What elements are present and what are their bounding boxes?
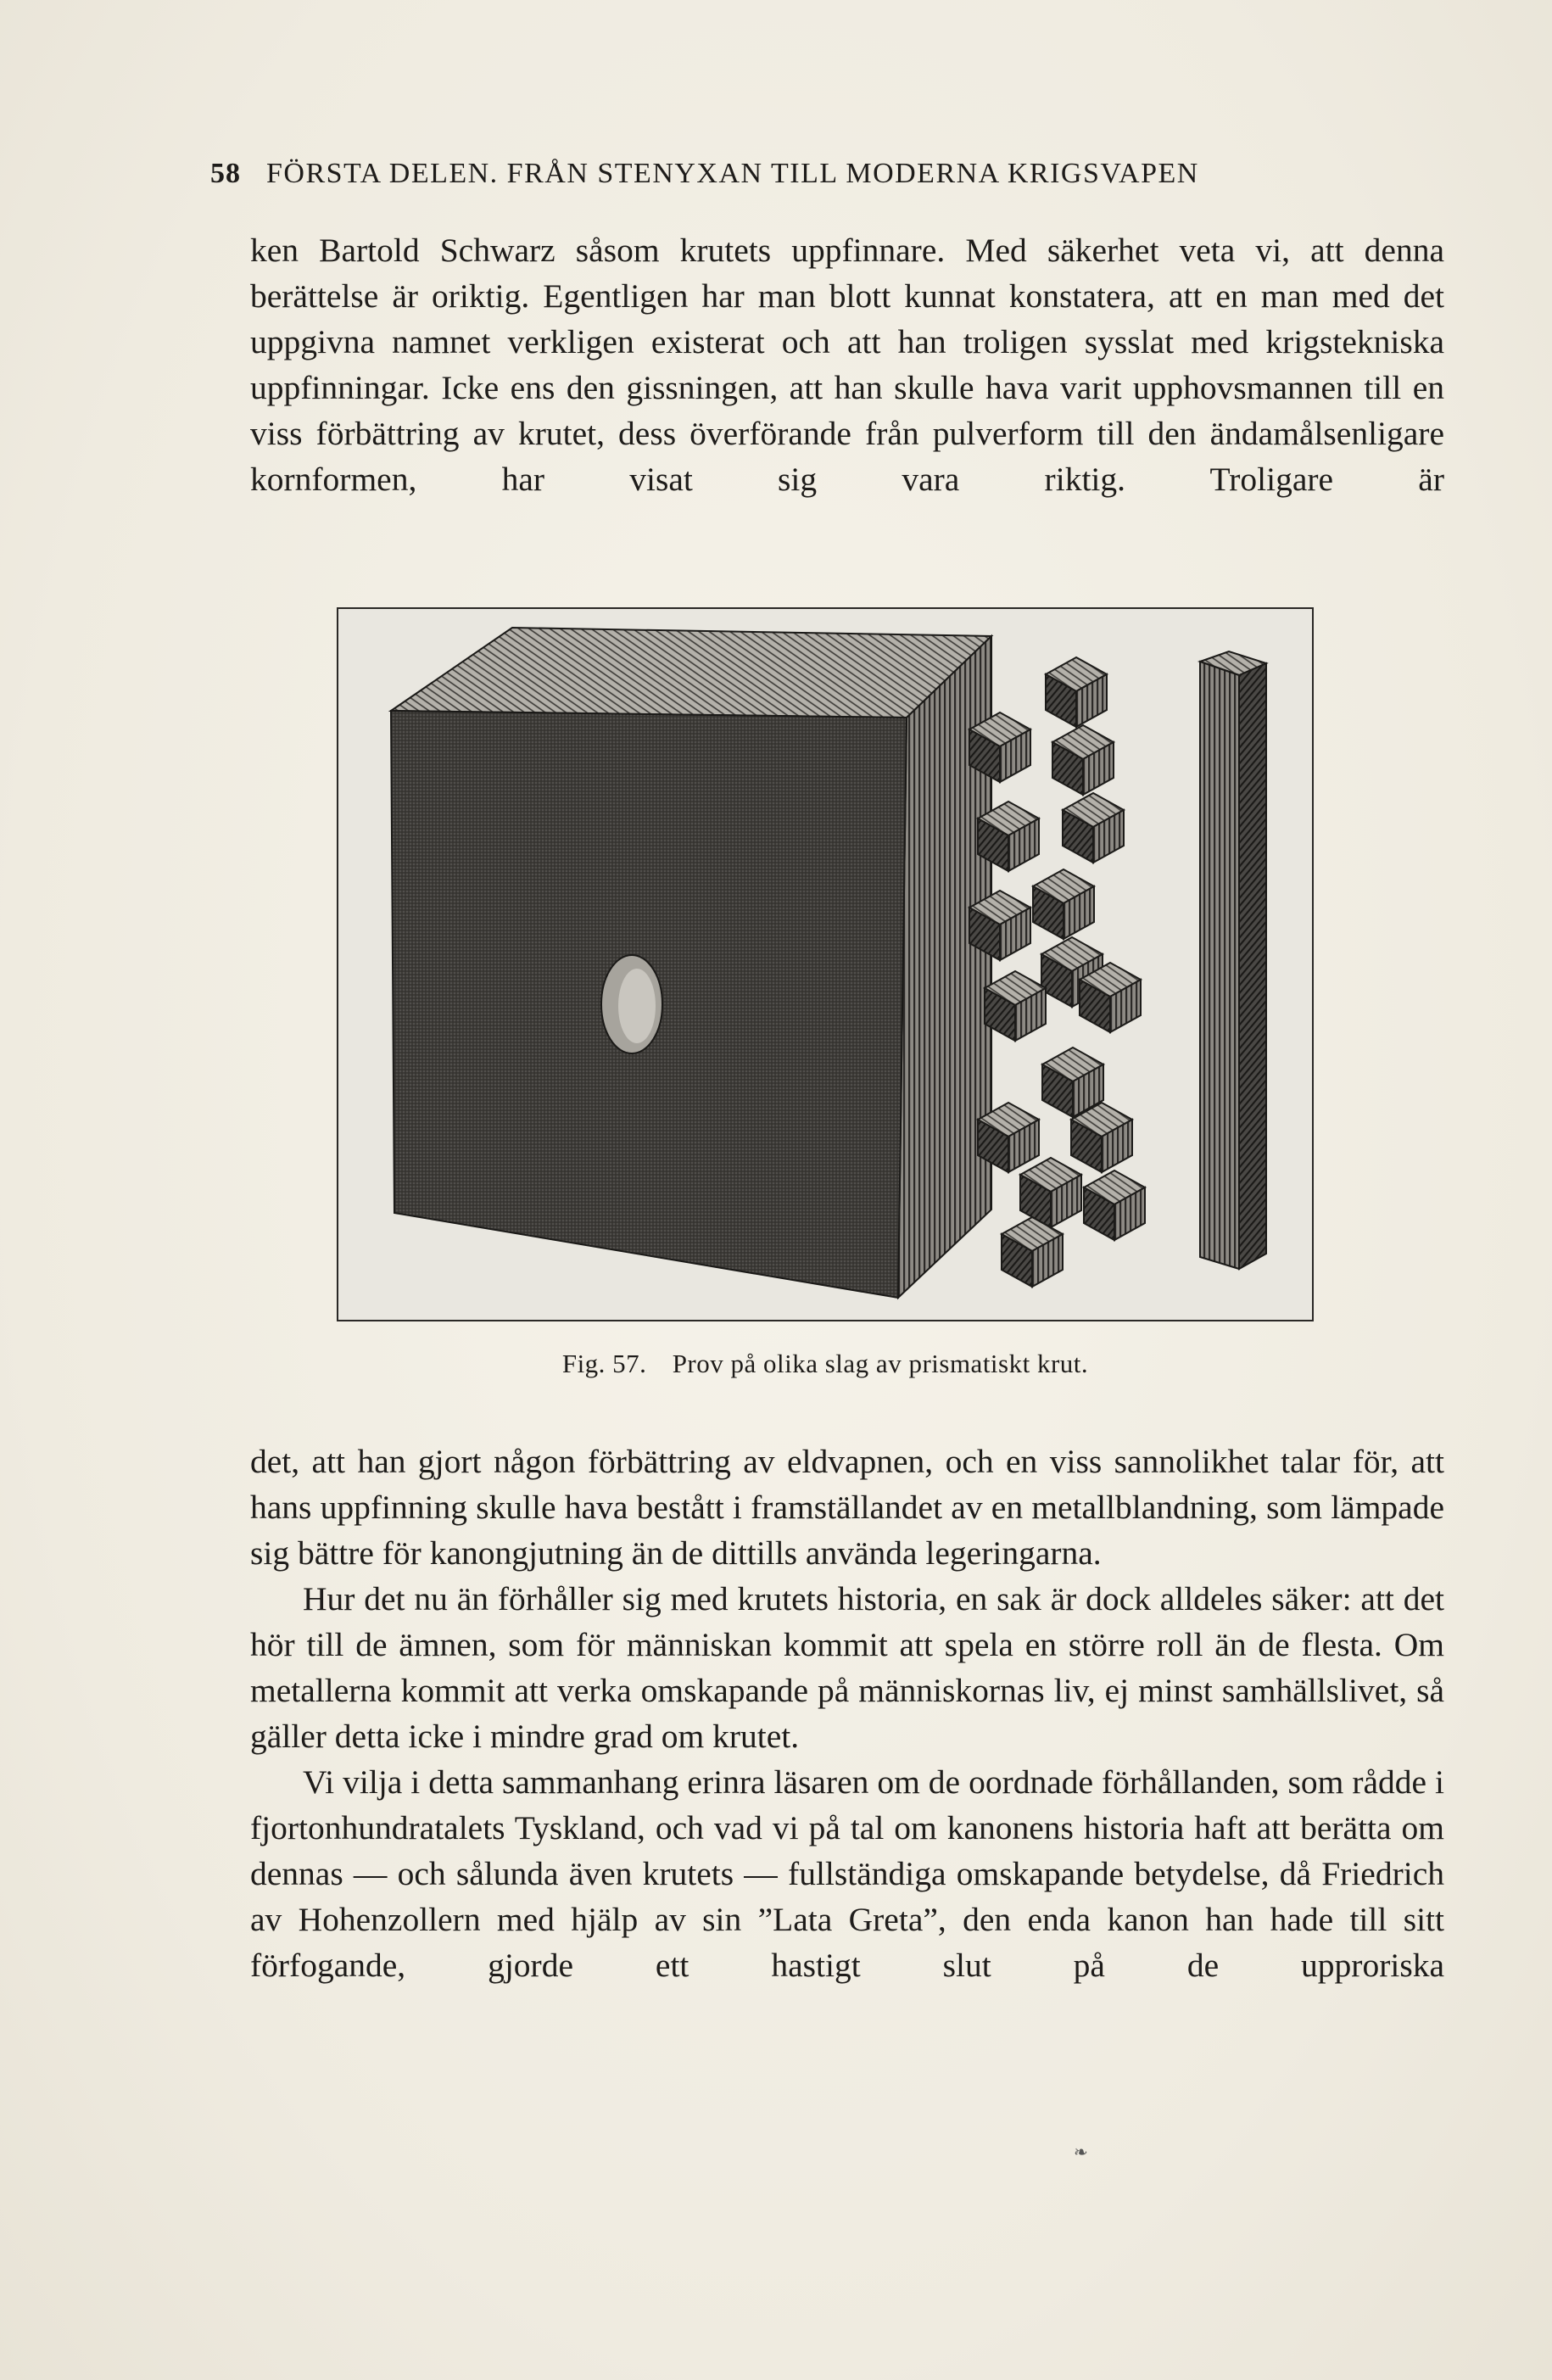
page-number: 58 [210, 158, 241, 189]
body-text-bottom [250, 1439, 1444, 1988]
running-header [210, 158, 1449, 190]
paragraph: det, att han gjort någon förbättring av eldvapnen, och en viss sannolikhet talar för, att hans uppfinning skulle hava bestått i framställandet av en metallblandning, som lämpade sig bättre för kanongjutning än de dittills använda legeringarna. [250, 1443, 1444, 1572]
paragraph: ken Bartold Schwarz såsom krutets uppfinnare. Med säkerhet veta vi, att denna berättelse är oriktig. Egentligen har man blott kunnat konstatera, att en man med det uppgivna namnet verkligen existerat och att han troligen sysslat med krigstekniska uppfinningar. Icke ens den gissningen, att han skulle hava varit upphovsmannen till en viss förbättring av krutet, dess överförande från pulverform till den ändamålsenligare kornformen, har visat sig vara riktig. Troligare är [250, 232, 1444, 498]
prismatic-powder-engraving [338, 609, 1312, 1320]
figure-caption-text: Prov på olika slag av prismatiskt krut. [672, 1349, 1089, 1378]
printer-mark-icon: ❧ [1074, 2143, 1088, 2162]
paragraph: Hur det nu än förhåller sig med krutets historia, en sak är dock alldeles säker: att det hör till de ämnen, som för människan kommit att spela en större roll än de flesta. Om metallerna kommit att verka omskapande på människornas liv, ej minst samhällslivet, så gäller detta icke i mindre grad om krutet. [250, 1580, 1444, 1755]
paragraph: Vi vilja i detta sammanhang erinra läsaren om de oordnade förhållanden, som rådde i fjortonhundratalets Tyskland, och vad vi på tal om kanonens historia haft att berätta om dennas — och sålunda även krutets — fullständiga omskapande betydelse, då Friedrich av Hohenzollern med hjälp av sin ”Lata Greta”, den enda kanon han hade till sitt förfogande, gjorde ett hastigt slut på de upproriska [250, 1763, 1444, 1984]
figure-number: Fig. 57. [561, 1349, 647, 1378]
body-text-top [250, 227, 1444, 502]
figure-caption [337, 1349, 1314, 1379]
running-title: FÖRSTA DELEN. FRÅN STENYXAN TILL MODERNA KRIGSVAPEN [266, 158, 1199, 189]
figure-57-illustration [337, 607, 1314, 1321]
